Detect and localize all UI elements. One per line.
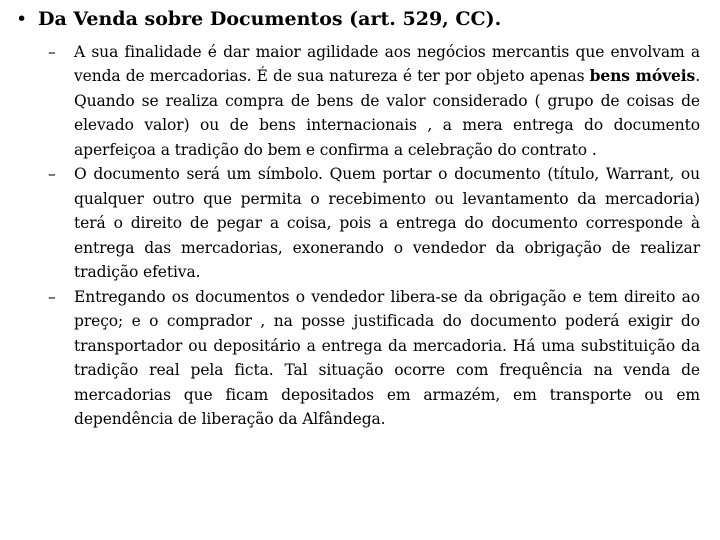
list-item	[42, 285, 700, 432]
sub-bullet-list	[16, 40, 700, 432]
paragraph-entregando: Entregando os documentos o vendedor libera-se da obrigação e tem direito ao preço; e o comprador , na posse justificada do documento poderá exigir do transportador ou depositário a entrega da mercadoria. Há uma substituição da tradição real pela ficta. Tal situação ocorre com frequência na venda de mercadorias que ficam depositados em armazém, em transporte ou em dependência de liberação da Alfândega.	[74, 287, 700, 429]
slide-heading: Da Venda sobre Documentos (art. 529, CC).	[38, 8, 502, 30]
list-item	[42, 162, 700, 285]
bold-term: bens móveis	[589, 66, 696, 86]
dash-icon: –	[48, 42, 56, 61]
paragraph-finalidade	[74, 40, 700, 163]
paragraph-text: A sua finalidade é dar maior agilidade aos negócios mercantis que envolvam a venda de mercadorias. É de sua natureza é ter por objeto apenas	[74, 42, 700, 86]
bullet-icon: •	[16, 8, 28, 30]
dash-icon: –	[48, 165, 56, 184]
list-item	[42, 40, 700, 163]
paragraph-documento: O documento será um símbolo. Quem portar o documento (título, Warrant, ou qualquer outro que permita o recebimento ou levantamento da mercadoria) terá o direito de pegar a coisa, pois a entrega do documento corresponde à entrega das mercadorias, exonerando o vendedor da obrigação de realizar tradição efetiva.	[74, 165, 700, 282]
paragraph-text: . Quando se realiza compra de bens de valor considerado ( grupo de coisas de elevado valor) ou de bens internacionais , a mera entrega do documento aperfeiçoa a tradição do bem e confirma a celebração do contrato .	[74, 67, 701, 159]
main-bullet	[16, 8, 700, 32]
dash-icon: –	[48, 287, 56, 306]
